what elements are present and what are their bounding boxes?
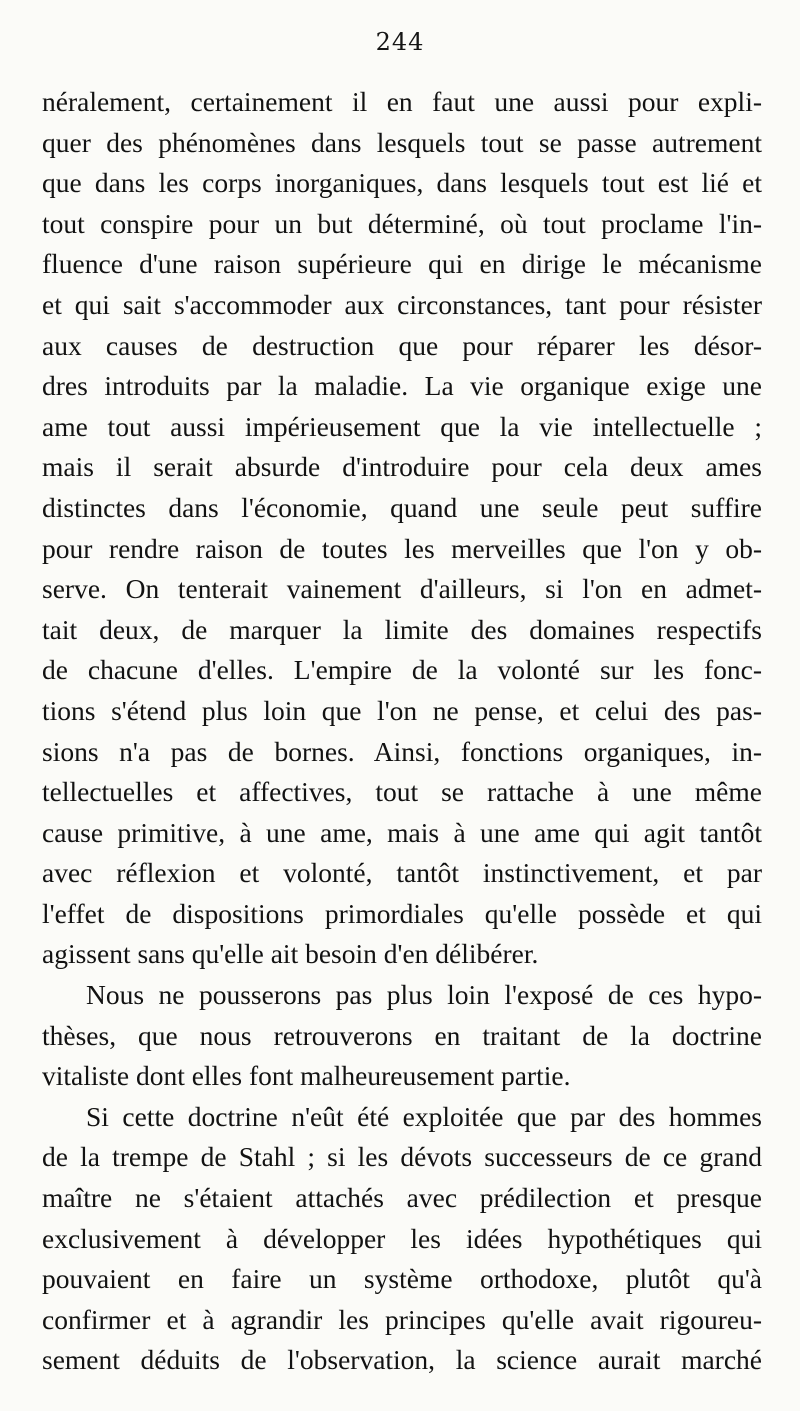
text-line: tellectuelles et affectives, tout se rattache à une même bbox=[42, 776, 762, 808]
text-line: tions s'étend plus loin que l'on ne pense, et celui des pas- bbox=[42, 694, 762, 726]
text-line: cause primitive, à une ame, mais à une ame qui agit tantôt bbox=[42, 816, 762, 848]
text-line: que dans les corps inorganiques, dans lesquels tout est lié et bbox=[42, 167, 762, 199]
text-line: sement déduits de l'observation, la science aurait marché bbox=[42, 1344, 762, 1376]
text-line: néralement, certainement il en faut une aussi pour expli- bbox=[42, 86, 762, 117]
text-line: et qui sait s'accommoder aux circonstances, tant pour résister bbox=[42, 288, 762, 320]
text-line: l'effet de dispositions primordiales qu'elle possède et qui bbox=[42, 897, 762, 929]
text-line: pouvaient en faire un système orthodoxe, plutôt qu'à bbox=[42, 1263, 762, 1295]
text-line: agissent sans qu'elle ait besoin d'en délibérer. bbox=[42, 938, 539, 970]
text-line: dres introduits par la maladie. La vie organique exige une bbox=[42, 370, 762, 402]
text-line: exclusivement à développer les idées hypothétiques qui bbox=[42, 1222, 762, 1254]
text-line: sions n'a pas de bornes. Ainsi, fonctions organiques, in- bbox=[42, 735, 762, 767]
page-number: 244 bbox=[375, 28, 425, 56]
body-text bbox=[42, 82, 762, 1381]
text-line: quer des phénomènes dans lesquels tout se passe autrement bbox=[42, 126, 762, 158]
text-line: Si cette doctrine n'eût été exploitée que par des hommes bbox=[86, 1100, 762, 1132]
text-line: de la trempe de Stahl ; si les dévots successeurs de ce grand bbox=[42, 1141, 762, 1173]
text-line: mais il serait absurde d'introduire pour cela deux ames bbox=[42, 451, 762, 483]
text-line: distinctes dans l'économie, quand une seule peut suffire bbox=[42, 491, 762, 523]
text-line: confirmer et à agrandir les principes qu'elle avait rigoureu- bbox=[42, 1303, 762, 1335]
text-line: Nous ne pousserons pas plus loin l'exposé de ces hypo- bbox=[86, 979, 762, 1011]
text-line: thèses, que nous retrouverons en traitant de la doctrine bbox=[42, 1019, 762, 1051]
text-line: fluence d'une raison supérieure qui en dirige le mécanisme bbox=[42, 248, 762, 280]
text-line: tait deux, de marquer la limite des domaines respectifs bbox=[42, 613, 762, 645]
text-line: tout conspire pour un but déterminé, où tout proclame l'in- bbox=[42, 207, 762, 239]
text-line: vitaliste dont elles font malheureusement partie. bbox=[42, 1060, 571, 1092]
text-line: aux causes de destruction que pour réparer les désor- bbox=[42, 329, 762, 361]
text-line: maître ne s'étaient attachés avec prédilection et presque bbox=[42, 1182, 762, 1214]
text-line: ame tout aussi impérieusement que la vie intellectuelle ; bbox=[42, 410, 762, 442]
text-line: de chacune d'elles. L'empire de la volonté sur les fonc- bbox=[42, 654, 762, 686]
text-line: serve. On tenterait vainement d'ailleurs, si l'on en admet- bbox=[42, 573, 762, 605]
text-line: avec réflexion et volonté, tantôt instinctivement, et par bbox=[42, 857, 762, 889]
text-line: pour rendre raison de toutes les merveilles que l'on y ob- bbox=[42, 532, 762, 564]
